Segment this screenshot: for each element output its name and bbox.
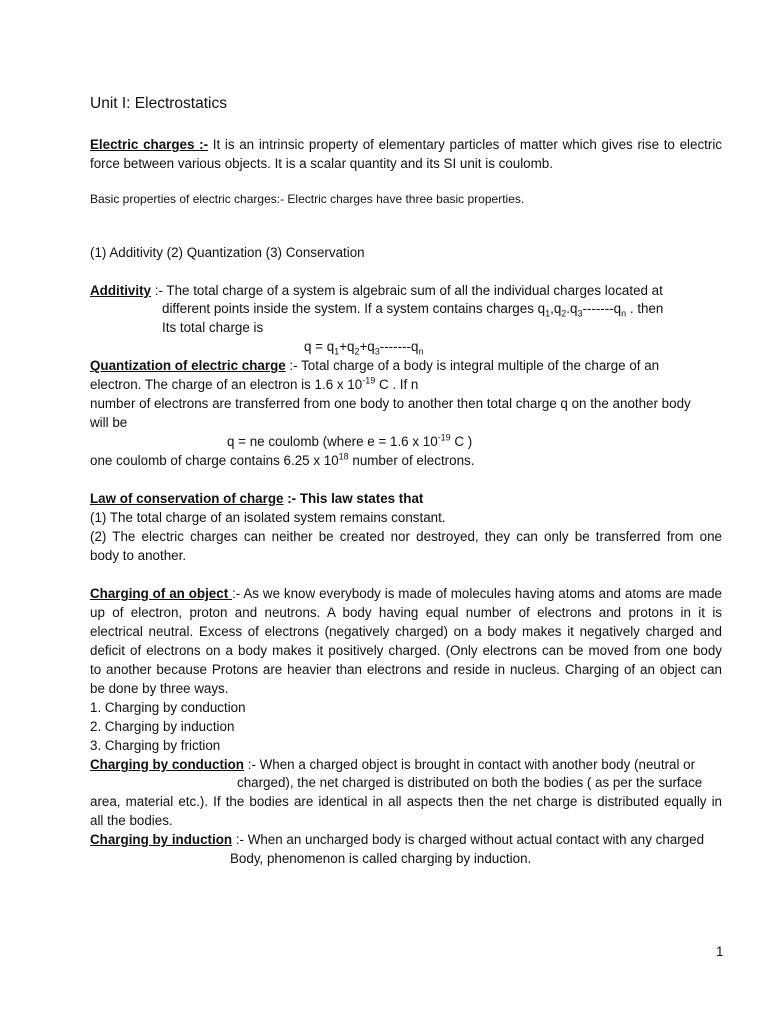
additivity-line-2-text: different points inside the system. If a system contains charges q <box>162 301 546 316</box>
charge-q2: ,q <box>550 301 562 316</box>
quantization-line-5 <box>90 451 474 470</box>
charge-qn: -------q <box>582 301 622 316</box>
list-item: 1. Charging by conduction <box>90 700 246 715</box>
conservation-item-2-line-2: body to another. <box>90 548 187 563</box>
quantization-line-2-end: C . If n <box>375 377 419 392</box>
quantization-line-2-text: electron. The charge of an electron is 1.6 x 10 <box>90 377 363 392</box>
formula-sub-n: n <box>418 346 424 357</box>
charging-object-line-4: deficit of electrons on a body makes it positively charged. (Only electrons can be moved from one body <box>90 643 722 658</box>
page-number: 1 <box>716 944 724 959</box>
subscript-1: 1 <box>545 308 551 319</box>
additivity-line-2-end: . then <box>626 301 664 316</box>
conduction-line-1 <box>90 755 695 774</box>
charging-object-line-2: up of electron, proton and neutrons. A body having equal number of electrons and protons in it is <box>90 605 722 620</box>
additivity-line-2 <box>162 299 663 318</box>
additivity-line-3: Its total charge is <box>162 320 264 335</box>
formula-end: C ) <box>450 434 473 449</box>
induction-line-1 <box>90 830 704 849</box>
charging-object-line-1 <box>90 584 722 603</box>
quantization-line-1 <box>90 356 659 375</box>
charging-object-line-6: be done by three ways. <box>90 681 229 696</box>
quantization-heading: Quantization of electric charge <box>90 358 286 373</box>
formula-plus-q2: +q <box>339 339 355 354</box>
formula-sub-2: 2 <box>354 346 360 357</box>
conduction-line-4: all the bodies. <box>90 813 173 828</box>
charging-object-line-3: electrical neutral. Excess of electrons (negatively charged) on a body makes it negatively charged and <box>90 624 722 639</box>
formula-q: q = q <box>304 339 335 354</box>
conservation-heading-rest: :- This law states that <box>283 491 424 506</box>
formula-plus-q3: +q <box>359 339 375 354</box>
exponent-18: 18 <box>338 451 349 462</box>
formula-text: q = ne coulomb (where e = 1.6 x 10 <box>227 434 438 449</box>
additivity-text: :- The total charge of a system is algebraic sum of all the individual charges located at <box>151 283 663 298</box>
conduction-line-3: area, material etc.). If the bodies are identical in all aspects then the net charge is distributed equally in <box>90 794 722 809</box>
electric-charges-line-2: force between various objects. It is a scalar quantity and its SI unit is coulomb. <box>90 156 553 171</box>
basic-properties-text: Basic properties of electric charges:- Electric charges have three basic properties. <box>90 192 525 206</box>
conduction-heading: Charging by conduction <box>90 757 244 772</box>
charge-q3: .q <box>566 301 578 316</box>
list-item: 2. Charging by induction <box>90 719 235 734</box>
charging-object-heading: Charging of an object <box>90 586 233 601</box>
conservation-line-1 <box>90 489 423 508</box>
additivity-line-1 <box>90 281 663 300</box>
quantization-line-3: number of electrons are transferred from one body to another then total charge q on the another body <box>90 396 691 411</box>
conservation-item-1: (1) The total charge of an isolated system remains constant. <box>90 510 446 525</box>
induction-heading: Charging by induction <box>90 832 233 847</box>
properties-list: (1) Additivity (2) Quantization (3) Conservation <box>90 245 365 260</box>
subscript-n: n <box>621 308 627 319</box>
list-item: 3. Charging by friction <box>90 738 221 753</box>
page-title: Unit I: Electrostatics <box>90 95 227 112</box>
charging-object-line-5: to another because Protons are heavier than electrons and reside in nucleus. Charging of an object can <box>90 662 722 677</box>
exponent-neg-19: -19 <box>362 375 376 386</box>
quantization-line-5-text: one coulomb of charge contains 6.25 x 10 <box>90 453 339 468</box>
additivity-heading: Additivity <box>90 283 152 298</box>
subscript-2: 2 <box>561 308 567 319</box>
quantization-line-4: will be <box>90 415 128 430</box>
electric-charges-line-1 <box>90 135 722 154</box>
induction-text: :- When an uncharged body is charged without actual contact with any charged <box>232 832 705 847</box>
quantization-line-5-end: number of electrons. <box>348 453 475 468</box>
quantization-formula <box>227 432 472 451</box>
formula-qn: -------q <box>379 339 419 354</box>
subscript-3: 3 <box>577 308 583 319</box>
induction-line-2: Body, phenomenon is called charging by induction. <box>230 851 532 866</box>
electric-charges-heading: Electric charges :- <box>90 137 209 152</box>
charging-object-text: :- As we know everybody is made of molecules having atoms and atoms are made <box>232 586 722 601</box>
additivity-formula <box>304 337 423 356</box>
formula-exponent: -19 <box>437 432 451 443</box>
conduction-text: :- When a charged object is brought in contact with another body (neutral or <box>244 757 696 772</box>
electric-charges-text: It is an intrinsic property of elementary particles of matter which gives rise to electric <box>208 137 722 152</box>
quantization-line-2 <box>90 375 418 394</box>
formula-sub-3: 3 <box>374 346 380 357</box>
formula-sub-1: 1 <box>334 346 340 357</box>
conservation-heading: Law of conservation of charge <box>90 491 284 506</box>
conservation-item-2-line-1: (2) The electric charges can neither be created nor destroyed, they can only be transferred from one <box>90 529 722 544</box>
conduction-line-2: charged), the net charged is distributed on both the bodies ( as per the surface <box>237 775 703 790</box>
quantization-text: :- Total charge of a body is integral multiple of the charge of an <box>285 358 660 373</box>
